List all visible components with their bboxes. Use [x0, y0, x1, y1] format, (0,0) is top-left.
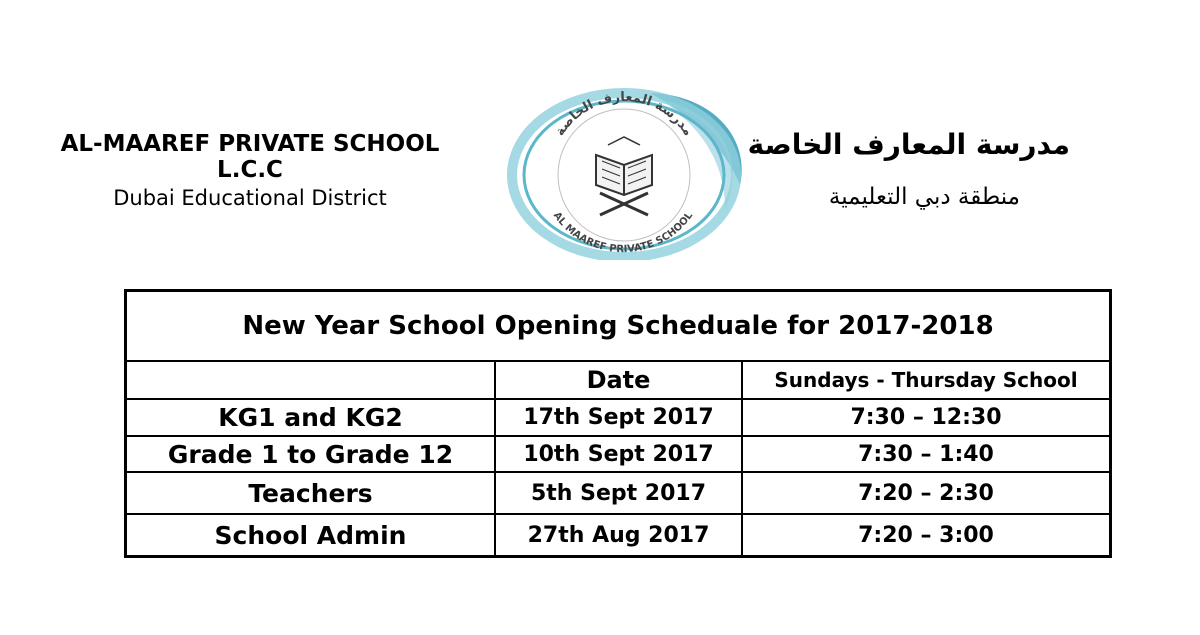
school-name-en: AL-MAAREF PRIVATE SCHOOL L.C.C — [60, 131, 440, 183]
logo-arabic-text: مدرسة المعارف الخاصة — [552, 89, 696, 139]
district-name-en: Dubai Educational District — [113, 186, 387, 210]
row-time: 7:20 – 3:00 — [858, 522, 994, 548]
table-row — [127, 473, 1109, 515]
row-date: 10th Sept 2017 — [496, 437, 743, 471]
row-group: KG1 and KG2 — [127, 400, 496, 435]
school-logo — [500, 85, 750, 260]
row-group: School Admin — [127, 515, 496, 555]
row-group: Grade 1 to Grade 12 — [127, 437, 496, 471]
column-header-date: Date — [496, 362, 743, 398]
table-title: New Year School Opening Scheduale for 2017-2018 — [127, 292, 1109, 362]
district-name-ar: منطقة دبي التعليمية — [828, 184, 1020, 210]
table-row — [127, 437, 1109, 473]
row-time: 7:30 – 12:30 — [850, 405, 1002, 430]
table-row — [127, 400, 1109, 437]
table-row — [127, 515, 1109, 555]
column-header-group — [127, 362, 496, 398]
column-header-time: Sundays - Thursday School — [774, 368, 1078, 392]
school-name-ar: مدرسة المعارف الخاصة — [747, 128, 1070, 161]
row-time: 7:20 – 2:30 — [858, 480, 994, 506]
logo-english-text: AL MAAREF PRIVATE SCHOOL — [550, 210, 696, 256]
row-date: 17th Sept 2017 — [496, 400, 743, 435]
row-date: 27th Aug 2017 — [496, 515, 743, 555]
row-group: Teachers — [127, 473, 496, 513]
table-header-row — [127, 362, 1109, 400]
schedule-table — [124, 289, 1112, 558]
row-date: 5th Sept 2017 — [496, 473, 743, 513]
row-time: 7:30 – 1:40 — [858, 441, 994, 467]
